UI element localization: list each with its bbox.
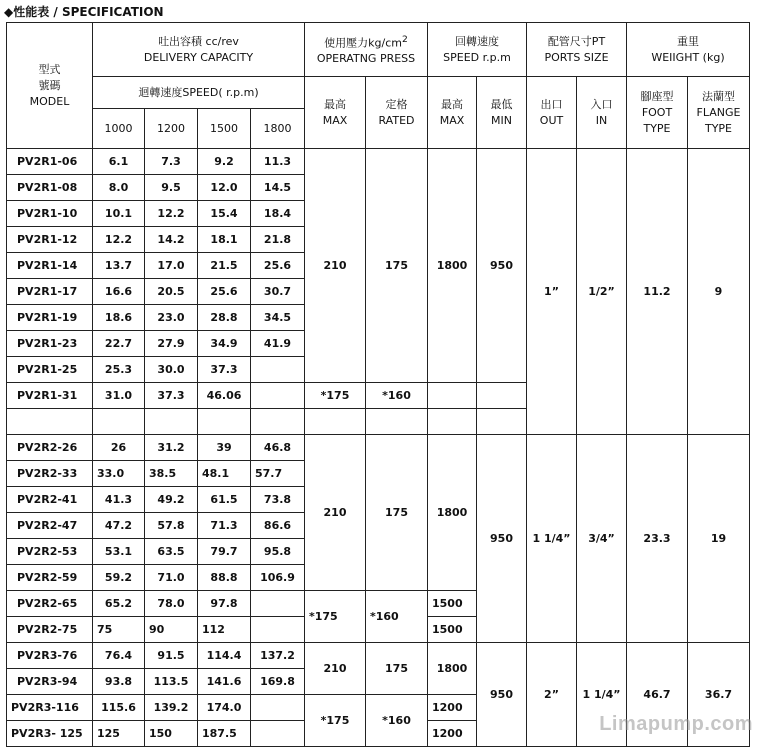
- value-cell: 112: [198, 617, 251, 643]
- empty-cell: [93, 409, 145, 435]
- g3-speed-max: 1800: [428, 643, 477, 695]
- model-cell: PV2R3-116: [7, 695, 93, 721]
- value-cell: 23.0: [145, 305, 198, 331]
- value-cell: [251, 617, 305, 643]
- g1-speed-min: 950: [477, 149, 527, 383]
- value-cell: 21.8: [251, 227, 305, 253]
- pressure-rated-cn: 定格: [385, 97, 408, 111]
- value-cell: 114.4: [198, 643, 251, 669]
- pressure-rated-en: RATED: [378, 113, 415, 127]
- model-cell: PV2R1-19: [7, 305, 93, 331]
- g3-port-out: 2”: [527, 643, 577, 747]
- g3-speed-max-116: 1200: [428, 695, 477, 721]
- weight-header-en: WEIIGHT (kg): [651, 50, 725, 64]
- g2-pressure-rated-star: *160: [366, 591, 428, 643]
- pressure-max-en: MAX: [322, 113, 348, 127]
- value-cell: 169.8: [251, 669, 305, 695]
- model-cell: PV2R1-23: [7, 331, 93, 357]
- model-cell: PV2R1-17: [7, 279, 93, 305]
- model-cell: PV2R2-41: [7, 487, 93, 513]
- value-cell: 93.8: [93, 669, 145, 695]
- page-title: ◆性能表 / SPECIFICATION: [4, 5, 164, 19]
- model-header-cn: 型式: [38, 62, 61, 76]
- weight-header-cn: 重里: [677, 34, 699, 48]
- g3-port-in: 1 1/4”: [577, 643, 627, 747]
- table-row: [7, 149, 750, 175]
- g3-speed-min: 950: [477, 643, 527, 747]
- g2-speed-max: 1800: [428, 435, 477, 591]
- pressure-max-header: [305, 77, 366, 149]
- value-cell: 75: [93, 617, 145, 643]
- value-cell: 91.5: [145, 643, 198, 669]
- model-cell: PV2R1-08: [7, 175, 93, 201]
- port-out-cn: 出口: [540, 97, 563, 111]
- value-cell: 39: [198, 435, 251, 461]
- value-cell: 59.2: [93, 565, 145, 591]
- empty-cell: [305, 409, 366, 435]
- value-cell: [251, 591, 305, 617]
- value-cell: 30.7: [251, 279, 305, 305]
- value-cell: 115.6: [93, 695, 145, 721]
- speed-max-en: MAX: [439, 113, 465, 127]
- model-cell: PV2R2-33: [7, 461, 93, 487]
- empty-cell: [428, 383, 477, 409]
- value-cell: 79.7: [198, 539, 251, 565]
- empty-cell: [477, 409, 527, 435]
- value-cell: 46.06: [198, 383, 251, 409]
- speed-min-en: MIN: [491, 113, 512, 127]
- foot-type-en: FOOT: [641, 105, 673, 119]
- g3-weight-flange: 36.7: [688, 643, 750, 747]
- flange-type-cn: 法蘭型: [702, 89, 735, 103]
- value-cell: 187.5: [198, 721, 251, 747]
- g3-pressure-rated-star: *160: [366, 695, 428, 747]
- model-cell: PV2R2-26: [7, 435, 93, 461]
- model-cell: PV2R3- 125: [7, 721, 93, 747]
- value-cell: 13.7: [93, 253, 145, 279]
- speed-min-cn: 最低: [490, 97, 513, 111]
- value-cell: 49.2: [145, 487, 198, 513]
- model-header-cn2: 號碼: [38, 78, 61, 92]
- g2-weight-foot: 23.3: [627, 435, 688, 643]
- g1-weight-foot: 11.2: [627, 149, 688, 435]
- value-cell: 26: [93, 435, 145, 461]
- g1-port-in: 1/2”: [577, 149, 627, 435]
- speed-max-header: [428, 77, 477, 149]
- rpm-col-1200: 1200: [145, 109, 198, 149]
- value-cell: 9.2: [198, 149, 251, 175]
- header-row-1: [7, 23, 750, 77]
- value-cell: 31.2: [145, 435, 198, 461]
- g1-pressure-max-star: *175: [305, 383, 366, 409]
- pressure-rated-header: [366, 77, 428, 149]
- value-cell: [251, 357, 305, 383]
- value-cell: 73.8: [251, 487, 305, 513]
- empty-cell: [145, 409, 198, 435]
- port-in-header: [577, 77, 627, 149]
- speed-header-cn: 回轉速度: [455, 34, 499, 48]
- foot-type-en2: TYPE: [643, 121, 671, 135]
- port-in-cn: 入口: [590, 97, 613, 111]
- model-cell: PV2R1-25: [7, 357, 93, 383]
- value-cell: 57.7: [251, 461, 305, 487]
- g1-speed-max: 1800: [428, 149, 477, 383]
- value-cell: 30.0: [145, 357, 198, 383]
- value-cell: 47.2: [93, 513, 145, 539]
- model-cell: PV2R1-31: [7, 383, 93, 409]
- value-cell: [251, 695, 305, 721]
- value-cell: 37.3: [198, 357, 251, 383]
- value-cell: 46.8: [251, 435, 305, 461]
- value-cell: 71.0: [145, 565, 198, 591]
- model-header: [7, 23, 93, 149]
- value-cell: 15.4: [198, 201, 251, 227]
- model-cell: PV2R2-47: [7, 513, 93, 539]
- table-row: [7, 435, 750, 461]
- g2-speed-min: 950: [477, 435, 527, 643]
- value-cell: 63.5: [145, 539, 198, 565]
- g3-speed-max-125: 1200: [428, 721, 477, 747]
- g3-pressure-max-star: *175: [305, 695, 366, 747]
- pressure-max-cn: 最高: [324, 97, 346, 111]
- value-cell: 6.1: [93, 149, 145, 175]
- g2-speed-max-65: 1500: [428, 591, 477, 617]
- value-cell: 28.8: [198, 305, 251, 331]
- empty-cell: [428, 409, 477, 435]
- value-cell: 95.8: [251, 539, 305, 565]
- model-cell: PV2R1-12: [7, 227, 93, 253]
- value-cell: 25.6: [251, 253, 305, 279]
- pressure-header-cn-wrap: [305, 32, 427, 52]
- pressure-header-cn: 使用壓力kg/cm: [324, 36, 402, 50]
- empty-cell: [251, 409, 305, 435]
- value-cell: 10.1: [93, 201, 145, 227]
- foot-type-cn: 腳座型: [640, 89, 674, 103]
- value-cell: 9.5: [145, 175, 198, 201]
- value-cell: 14.5: [251, 175, 305, 201]
- value-cell: 22.7: [93, 331, 145, 357]
- pressure-header: [305, 23, 428, 77]
- value-cell: 71.3: [198, 513, 251, 539]
- ports-header-cn: 配管尺寸PT: [547, 34, 606, 48]
- value-cell: 86.6: [251, 513, 305, 539]
- model-cell: PV2R1-14: [7, 253, 93, 279]
- value-cell: 7.3: [145, 149, 198, 175]
- value-cell: 53.1: [93, 539, 145, 565]
- value-cell: 125: [93, 721, 145, 747]
- value-cell: 11.3: [251, 149, 305, 175]
- specification-table: [6, 22, 750, 747]
- g2-port-out: 1 1/4”: [527, 435, 577, 643]
- value-cell: 14.2: [145, 227, 198, 253]
- value-cell: 41.9: [251, 331, 305, 357]
- model-cell: PV2R3-94: [7, 669, 93, 695]
- g1-pressure-rated-star: *160: [366, 383, 428, 409]
- value-cell: 20.5: [145, 279, 198, 305]
- pressure-header-en: OPERATNG PRESS: [316, 52, 416, 66]
- g2-pressure-rated: 175: [366, 435, 428, 591]
- value-cell: 33.0: [93, 461, 145, 487]
- port-out-en: OUT: [539, 113, 564, 127]
- delivery-header: [93, 23, 305, 77]
- g1-weight-flange: 9: [688, 149, 750, 435]
- value-cell: 137.2: [251, 643, 305, 669]
- model-cell: PV2R2-65: [7, 591, 93, 617]
- value-cell: 34.9: [198, 331, 251, 357]
- value-cell: 78.0: [145, 591, 198, 617]
- value-cell: 8.0: [93, 175, 145, 201]
- speed-subheader: 迴轉速度SPEED( r.p.m): [93, 77, 305, 109]
- value-cell: 27.9: [145, 331, 198, 357]
- value-cell: 141.6: [198, 669, 251, 695]
- value-cell: 106.9: [251, 565, 305, 591]
- value-cell: 31.0: [93, 383, 145, 409]
- rpm-col-1500: 1500: [198, 109, 251, 149]
- value-cell: 65.2: [93, 591, 145, 617]
- speed-max-cn: 最高: [441, 97, 463, 111]
- value-cell: 61.5: [198, 487, 251, 513]
- g2-pressure-max: 210: [305, 435, 366, 591]
- model-cell: PV2R2-75: [7, 617, 93, 643]
- foot-type-header: [627, 77, 688, 149]
- value-cell: 38.5: [145, 461, 198, 487]
- value-cell: 25.6: [198, 279, 251, 305]
- g2-pressure-max-star: *175: [305, 591, 366, 643]
- value-cell: 17.0: [145, 253, 198, 279]
- delivery-header-cn: 吐出容積 cc/rev: [158, 34, 239, 48]
- value-cell: 12.2: [145, 201, 198, 227]
- value-cell: 139.2: [145, 695, 198, 721]
- model-cell: PV2R2-59: [7, 565, 93, 591]
- value-cell: 12.0: [198, 175, 251, 201]
- value-cell: 113.5: [145, 669, 198, 695]
- ports-header-en: PORTS SIZE: [544, 50, 609, 64]
- flange-type-header: [688, 77, 750, 149]
- flange-type-en2: TYPE: [704, 121, 733, 135]
- value-cell: 18.6: [93, 305, 145, 331]
- value-cell: 90: [145, 617, 198, 643]
- ports-header: [527, 23, 627, 77]
- speed-min-header: [477, 77, 527, 149]
- pressure-header-sup: 2: [402, 33, 408, 45]
- value-cell: 48.1: [198, 461, 251, 487]
- g1-port-out: 1”: [527, 149, 577, 435]
- value-cell: 25.3: [93, 357, 145, 383]
- weight-header: [627, 23, 750, 77]
- value-cell: 97.8: [198, 591, 251, 617]
- rpm-col-1800: 1800: [251, 109, 305, 149]
- value-cell: 16.6: [93, 279, 145, 305]
- value-cell: 174.0: [198, 695, 251, 721]
- value-cell: 34.5: [251, 305, 305, 331]
- empty-cell: [366, 409, 428, 435]
- table-row: [7, 643, 750, 669]
- rpm-col-1000: 1000: [93, 109, 145, 149]
- flange-type-en: FLANGE: [696, 105, 741, 119]
- empty-cell: [7, 409, 93, 435]
- value-cell: 76.4: [93, 643, 145, 669]
- speed-header-en: SPEED r.p.m: [443, 50, 511, 64]
- g1-pressure-max: 210: [305, 149, 366, 383]
- empty-cell: [477, 383, 527, 409]
- value-cell: 18.1: [198, 227, 251, 253]
- value-cell: [251, 721, 305, 747]
- g3-weight-foot: 46.7: [627, 643, 688, 747]
- model-header-en: MODEL: [29, 94, 70, 108]
- port-in-en: IN: [595, 113, 608, 127]
- port-out-header: [527, 77, 577, 149]
- delivery-header-en: DELIVERY CAPACITY: [143, 50, 254, 64]
- header-row-2: [7, 77, 750, 109]
- value-cell: 150: [145, 721, 198, 747]
- model-cell: PV2R2-53: [7, 539, 93, 565]
- speed-header: [428, 23, 527, 77]
- watermark: Limapump.com: [599, 713, 753, 735]
- value-cell: 37.3: [145, 383, 198, 409]
- g3-pressure-max: 210: [305, 643, 366, 695]
- g3-pressure-rated: 175: [366, 643, 428, 695]
- g2-speed-max-75: 1500: [428, 617, 477, 643]
- value-cell: 41.3: [93, 487, 145, 513]
- g2-port-in: 3/4”: [577, 435, 627, 643]
- value-cell: 21.5: [198, 253, 251, 279]
- value-cell: [251, 383, 305, 409]
- value-cell: 12.2: [93, 227, 145, 253]
- value-cell: 18.4: [251, 201, 305, 227]
- g1-pressure-rated: 175: [366, 149, 428, 383]
- g2-weight-flange: 19: [688, 435, 750, 643]
- model-cell: PV2R1-10: [7, 201, 93, 227]
- empty-cell: [198, 409, 251, 435]
- model-cell: PV2R3-76: [7, 643, 93, 669]
- value-cell: 88.8: [198, 565, 251, 591]
- model-cell: PV2R1-06: [7, 149, 93, 175]
- value-cell: 57.8: [145, 513, 198, 539]
